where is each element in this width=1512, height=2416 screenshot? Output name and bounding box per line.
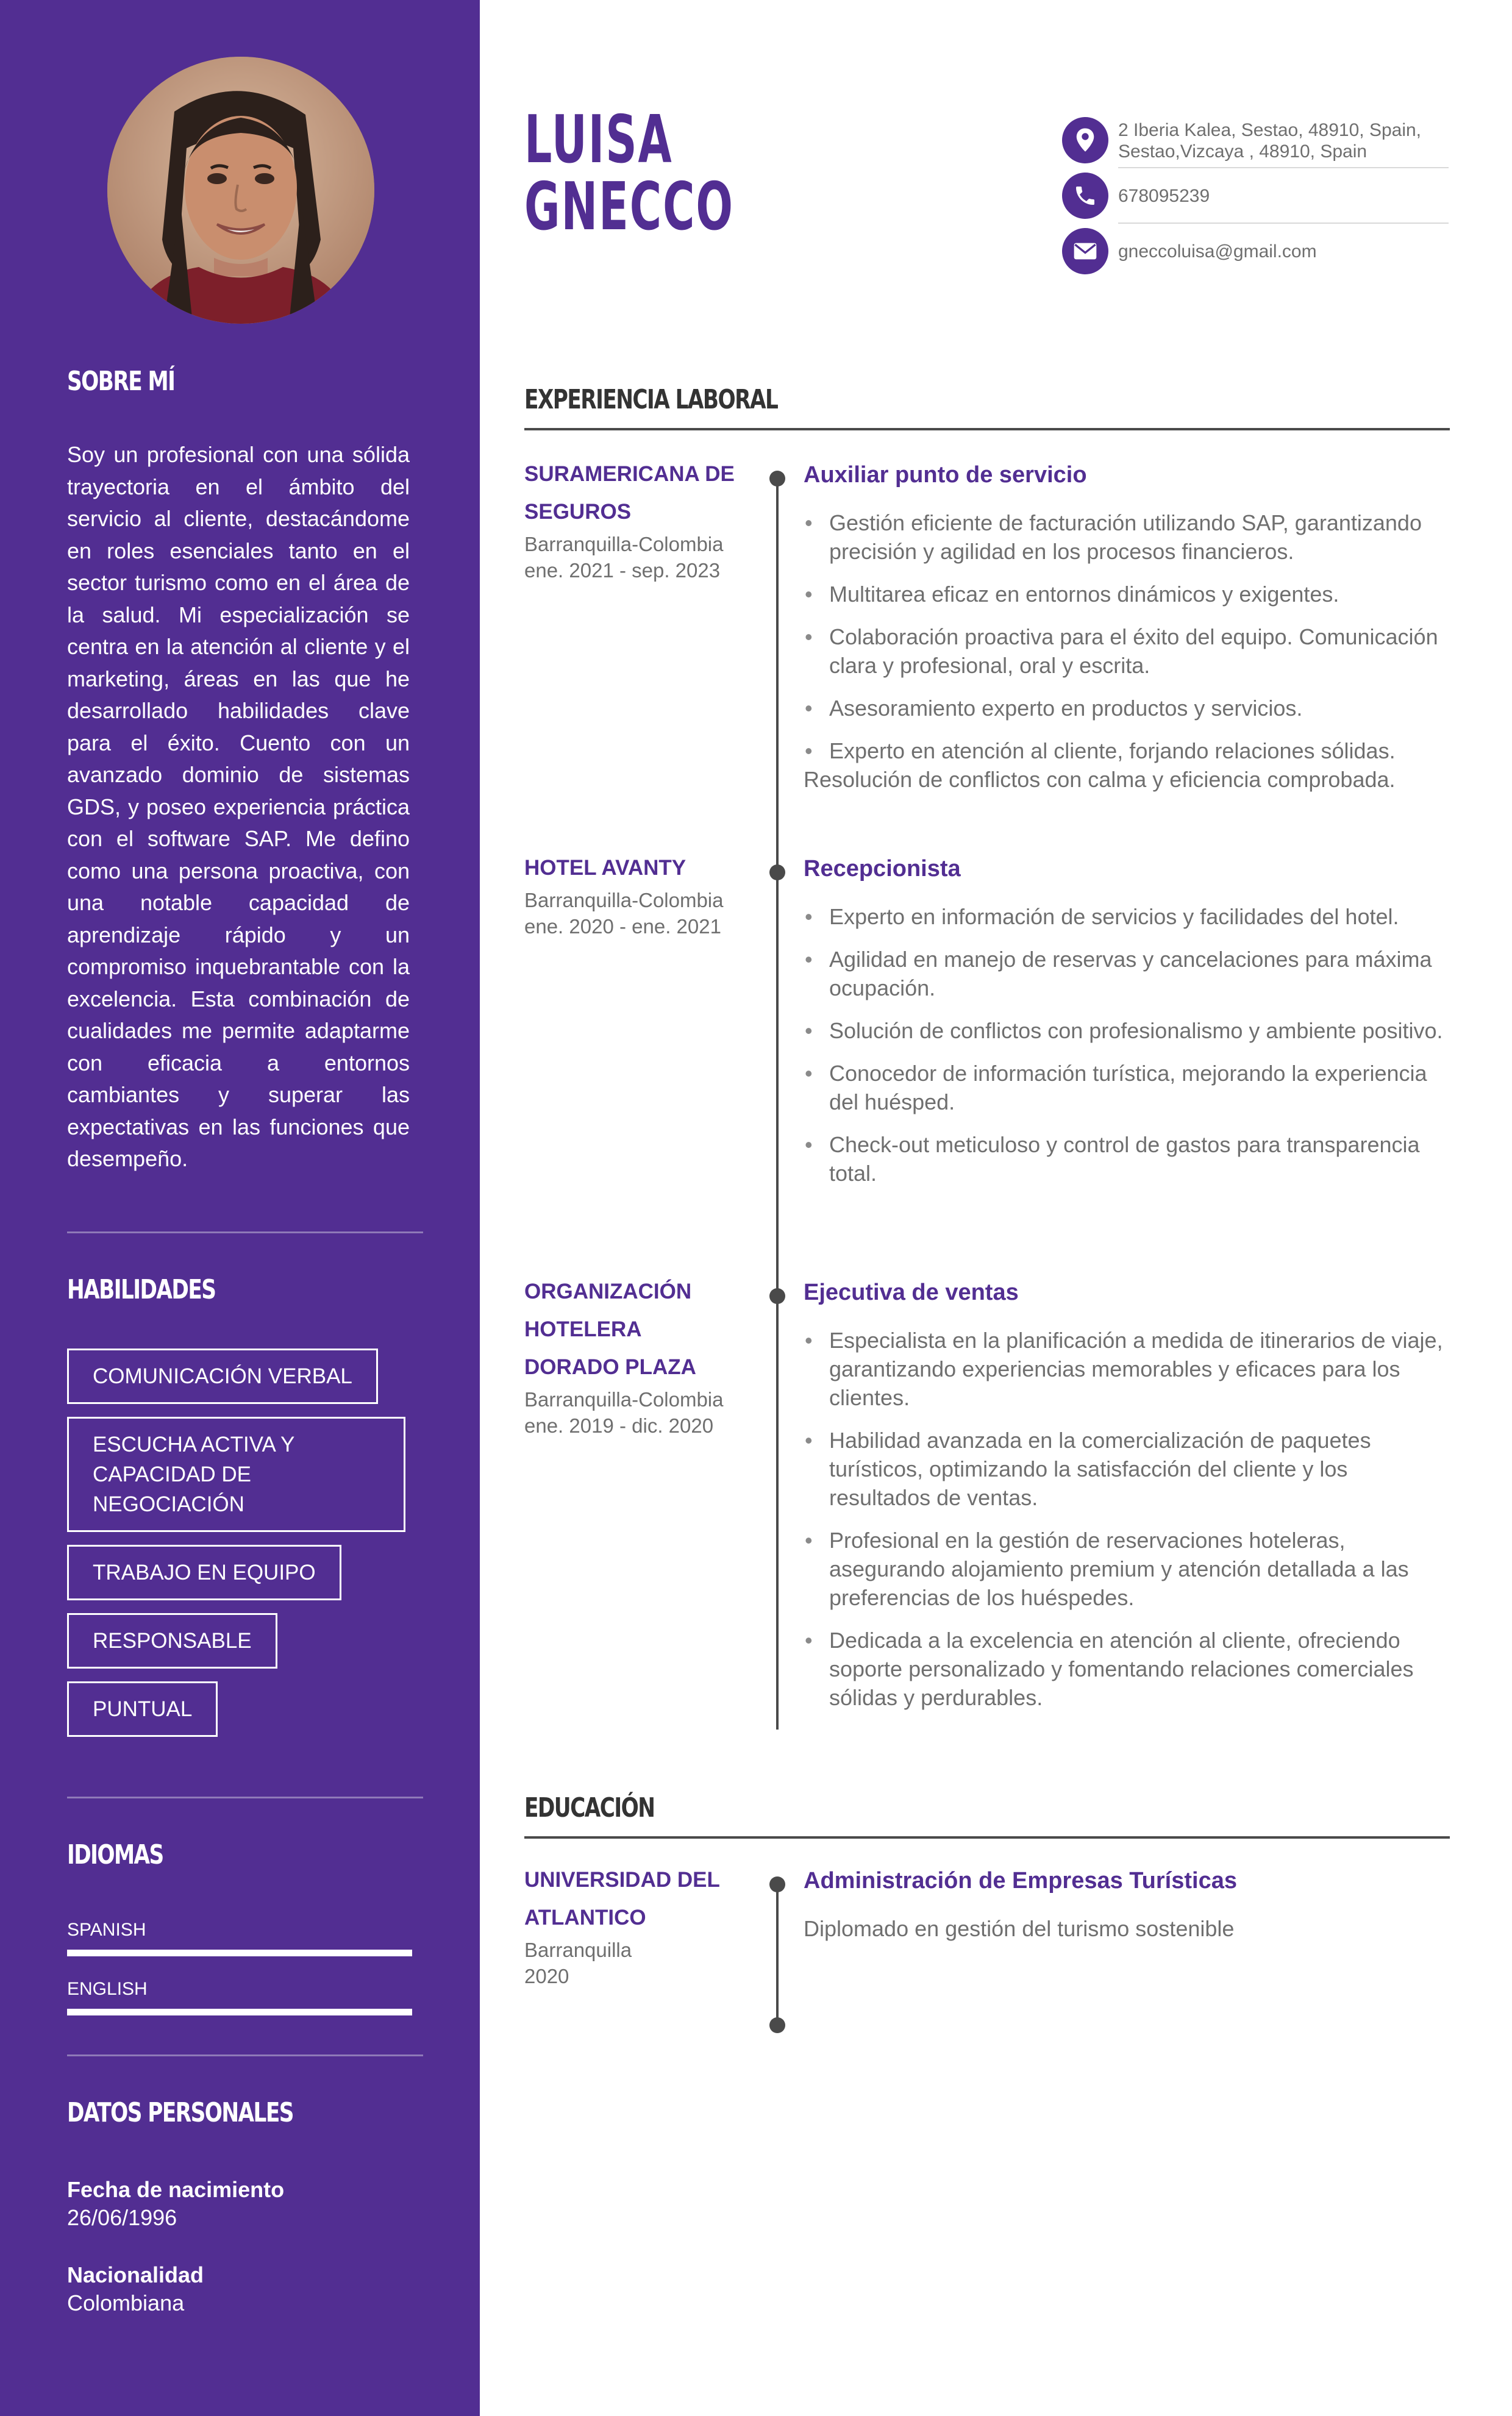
experience-timeline [776,480,779,1730]
education-location: Barranquilla [524,1939,632,1961]
language-level-bar [67,1950,412,1956]
about-heading: SOBRE MÍ [67,366,175,397]
org-name: ATLANTICO [524,1906,646,1930]
language-english [67,1978,412,2015]
skills-heading: HABILIDADES [67,1274,216,1305]
nationality-label: Nacionalidad [67,2262,204,2287]
org-name: HOTEL AVANTY [524,856,686,880]
skill-tag: ESCUCHA ACTIVA Y CAPACIDAD DE NEGOCIACIÓN [67,1417,405,1532]
about-text: Soy un profesional con una sólida trayectoria en el ámbito del servicio al cliente, destacándome en roles esenciales tanto en el sector turismo como en el área de la salud. Mi especialización se centra en la atención al cliente y el marketing, áreas en las que he desarrollado habilidades clave para el éxito. Cuento con un avanzado dominio de sistemas GDS, y poseo experiencia práctica con el software SAP. Me defino como una persona proactiva, con una notable capacidad de aprendizaje rápido y un compromiso inquebrantable con la excelencia. Esta combinación de cualidades me permite adaptarme con eficacia a entornos cambiantes y superar las expectativas en las funciones que desempeño. [67,442,410,1171]
job-bullets [804,508,1451,794]
job-title: Auxiliar punto de servicio [804,462,1087,488]
birth-label: Fecha de nacimiento [67,2177,285,2202]
job-bullets [804,1326,1451,1712]
language-level-bar [67,2009,412,2015]
language-level-fill [67,2009,412,2015]
timeline-dot [769,1876,785,1892]
skill-tag: COMUNICACIÓN VERBAL [67,1349,378,1404]
nationality-value: Colombiana [67,2290,185,2315]
profile-photo-image [107,57,374,324]
phone-icon [1062,173,1108,219]
job-location: Barranquilla-Colombia [524,1388,724,1411]
job-bullet: • Dedicada a la excelencia en atención al cliente, ofreciendo soporte personalizado y fomentando relaciones comerciales sólidas y perdurables. [804,1626,1451,1712]
job-bullet: • Experto en información de servicios y facilidades del hotel. [804,902,1451,931]
sidebar-divider [67,2054,423,2056]
job-dates: ene. 2021 - sep. 2023 [524,559,721,582]
job-bullet: • Check-out meticuloso y control de gastos para transparencia total. [804,1130,1451,1188]
section-divider [524,428,1450,430]
job-org [524,1273,756,1439]
education-year: 2020 [524,1965,569,1987]
job-bullet: • Profesional en la gestión de reservaciones hoteleras, asegurando alojamiento premium y atención detallada a las preferencias de los huéspedes. [804,1526,1451,1612]
first-name: LUISA [524,102,673,178]
address-line2: Sestao,Vizcaya , 48910, Spain [1118,141,1368,162]
job-bullet: • Solución de conflictos con profesionalismo y ambiente positivo. [804,1016,1451,1045]
education-description: Diplomado en gestión del turismo sostenible [804,1916,1235,1941]
job-bullet: • Asesoramiento experto en productos y servicios. [804,694,1451,722]
sidebar-divider [67,1231,423,1233]
org-name: SEGUROS [524,500,632,524]
job-bullet: • Habilidad avanzada en la comercialización de paquetes turísticos, optimizando la satisfacción del cliente y los resultados de ventas. [804,1426,1451,1512]
job-bullet: • Conocedor de información turística, mejorando la experiencia del huésped. [804,1059,1451,1116]
job-org [524,849,756,939]
timeline-dot [769,2017,785,2033]
person-name [524,102,734,245]
org-name: SURAMERICANA DE [524,462,735,486]
skill-tag: RESPONSABLE [67,1613,277,1669]
language-spanish [67,1919,412,1956]
job-location: Barranquilla-Colombia [524,533,724,555]
location-pin-icon [1062,117,1108,163]
experience-heading: EXPERIENCIA LABORAL [524,384,778,415]
education-org [524,1861,756,1989]
job-org [524,455,756,583]
timeline-dot [769,1288,785,1304]
personal-heading: DATOS PERSONALES [67,2097,293,2128]
last-name: GNECCO [524,169,734,245]
job-title: Ejecutiva de ventas [804,1280,1019,1305]
education-timeline [776,1884,779,2024]
job-bullet: • Especialista en la planificación a medida de itinerarios de viaje, garantizando experiencias memorables y eficaces para los clientes. [804,1326,1451,1412]
job-bullet: • Colaboración proactiva para el éxito del equipo. Comunicación clara y profesional, oral y escrita. [804,622,1451,680]
sidebar [0,0,480,2416]
education-heading: EDUCACIÓN [524,1792,655,1823]
org-name: UNIVERSIDAD DEL [524,1868,720,1892]
job-bullet: • Experto en atención al cliente, forjando relaciones sólidas. Resolución de conflictos con calma y eficiencia comprobada. [804,736,1451,794]
contact-divider [1118,167,1449,168]
contact-divider [1118,223,1449,224]
job-bullets [804,902,1451,1188]
section-divider [524,1836,1450,1839]
job-bullet: • Agilidad en manejo de reservas y cancelaciones para máxima ocupación. [804,945,1451,1002]
job-details [804,1279,1451,1726]
skill-tag: PUNTUAL [67,1681,218,1737]
address-line1: 2 Iberia Kalea, Sestao, 48910, Spain, [1118,120,1422,140]
language-level-fill [67,1950,412,1956]
languages-heading: IDIOMAS [67,1839,163,1870]
org-name: HOTELERA [524,1317,642,1341]
job-dates: ene. 2020 - ene. 2021 [524,915,721,938]
skill-tag: TRABAJO EN EQUIPO [67,1545,341,1600]
timeline-dot [769,471,785,486]
job-title: Recepcionista [804,856,961,882]
timeline-dot [769,864,785,880]
job-details [804,855,1451,1202]
phone-text: 678095239 [1118,186,1210,206]
education-title: Administración de Empresas Turísticas [804,1868,1237,1894]
profile-photo [107,57,374,324]
sidebar-divider [67,1797,423,1798]
birth-value: 26/06/1996 [67,2205,177,2230]
job-dates: ene. 2019 - dic. 2020 [524,1414,714,1437]
language-name: ENGLISH [67,1979,148,1999]
language-name: SPANISH [67,1920,146,1940]
education-details [804,1867,1451,1943]
email-text: gneccoluisa@gmail.com [1118,241,1317,262]
org-name: ORGANIZACIÓN [524,1280,692,1303]
job-details [804,461,1451,808]
job-bullet: • Gestión eficiente de facturación utilizando SAP, garantizando precisión y agilidad en los procesos financieros. [804,508,1451,566]
skills-list [67,1349,433,1750]
job-location: Barranquilla-Colombia [524,889,724,911]
job-bullet: • Multitarea eficaz en entornos dinámicos y exigentes. [804,580,1451,608]
envelope-icon [1062,228,1108,274]
org-name: DORADO PLAZA [524,1355,696,1379]
